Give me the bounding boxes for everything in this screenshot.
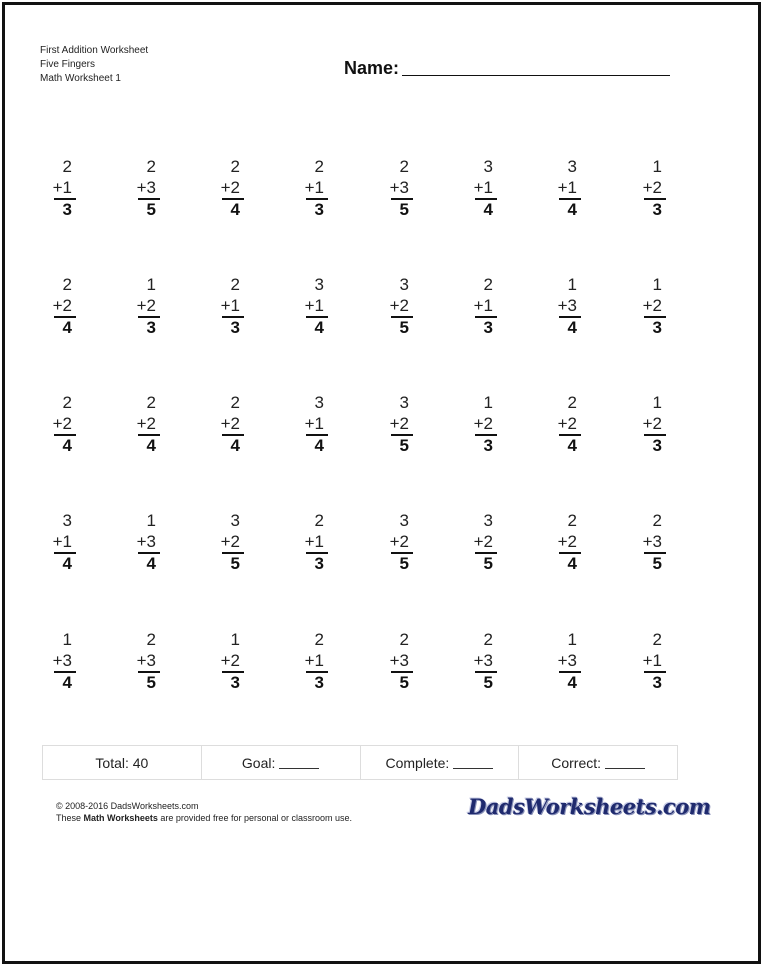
answer: 4 (62, 436, 72, 455)
addend-top: 3 (62, 511, 72, 530)
answer: 4 (567, 554, 577, 573)
answer: 5 (399, 436, 409, 455)
addend-bottom: +3 (389, 651, 409, 670)
addend-top: 3 (314, 275, 324, 294)
stat-total (43, 746, 202, 779)
usage-prefix: These (56, 813, 82, 823)
addend-bottom: +1 (304, 532, 324, 551)
answer: 4 (314, 436, 324, 455)
answer: 4 (567, 200, 577, 219)
answer: 4 (483, 200, 493, 219)
addend-top: 2 (146, 157, 156, 176)
addend-top: 2 (652, 511, 662, 530)
answer: 4 (62, 673, 72, 692)
answer: 5 (146, 200, 156, 219)
addend-bottom: +3 (557, 296, 577, 315)
answer: 4 (146, 436, 156, 455)
footer (56, 800, 352, 824)
goal-blank[interactable] (279, 756, 319, 769)
answer: 3 (652, 200, 662, 219)
addend-top: 3 (399, 275, 409, 294)
addend-bottom: +2 (473, 414, 493, 433)
answer: 5 (399, 554, 409, 573)
addend-bottom: +2 (389, 532, 409, 551)
usage-suffix: are provided free for personal or classroom use. (160, 813, 352, 823)
addend-top: 3 (230, 511, 240, 530)
addend-bottom: +1 (557, 178, 577, 197)
addend-bottom: +2 (220, 651, 240, 670)
addend-bottom: +2 (220, 178, 240, 197)
answer: 3 (230, 318, 240, 337)
addend-top: 3 (567, 157, 577, 176)
addend-bottom: +3 (389, 178, 409, 197)
usage-link[interactable]: Math Worksheets (83, 813, 158, 823)
answer: 4 (62, 554, 72, 573)
addend-top: 1 (146, 511, 156, 530)
addend-bottom: +2 (220, 414, 240, 433)
answer: 3 (652, 318, 662, 337)
addend-bottom: +2 (52, 414, 72, 433)
addend-bottom: +2 (389, 296, 409, 315)
addend-top: 3 (314, 393, 324, 412)
addend-top: 2 (62, 393, 72, 412)
worksheet-title: First Addition Worksheet (40, 45, 149, 56)
addend-top: 1 (652, 393, 662, 412)
addend-top: 2 (314, 511, 324, 530)
addend-top: 3 (399, 511, 409, 530)
answer: 3 (230, 673, 240, 692)
addend-bottom: +2 (557, 414, 577, 433)
addend-bottom: +3 (642, 532, 662, 551)
answer: 3 (62, 200, 72, 219)
addend-bottom: +2 (389, 414, 409, 433)
addend-top: 2 (230, 393, 240, 412)
answer: 3 (146, 318, 156, 337)
addend-top: 2 (567, 511, 577, 530)
answer: 5 (652, 554, 662, 573)
addend-top: 2 (230, 157, 240, 176)
addend-top: 2 (399, 630, 409, 649)
addend-top: 2 (399, 157, 409, 176)
answer: 5 (483, 554, 493, 573)
addend-top: 2 (314, 630, 324, 649)
addend-bottom: +1 (52, 532, 72, 551)
addend-top: 2 (483, 630, 493, 649)
answer: 5 (399, 200, 409, 219)
answer: 4 (567, 318, 577, 337)
answer: 4 (567, 436, 577, 455)
answer: 3 (652, 673, 662, 692)
addend-bottom: +1 (304, 178, 324, 197)
answer: 5 (399, 318, 409, 337)
answer: 3 (314, 200, 324, 219)
addend-top: 1 (483, 393, 493, 412)
addend-top: 1 (146, 275, 156, 294)
addend-bottom: +1 (304, 414, 324, 433)
correct-blank[interactable] (605, 756, 645, 769)
worksheet-subtitle: Five Fingers (40, 59, 96, 70)
addend-bottom: +2 (136, 296, 156, 315)
worksheet-number: Math Worksheet 1 (40, 73, 121, 84)
correct-label: Correct: (551, 754, 602, 771)
answer: 5 (146, 673, 156, 692)
score-bar (42, 745, 678, 780)
addend-bottom: +2 (642, 296, 662, 315)
addend-top: 3 (483, 511, 493, 530)
addend-top: 2 (483, 275, 493, 294)
addend-bottom: +1 (473, 296, 493, 315)
addend-top: 2 (62, 275, 72, 294)
addend-top: 1 (230, 630, 240, 649)
addend-bottom: +2 (136, 414, 156, 433)
addend-bottom: +3 (557, 651, 577, 670)
addend-bottom: +1 (304, 296, 324, 315)
addend-bottom: +1 (473, 178, 493, 197)
answer: 4 (567, 673, 577, 692)
complete-blank[interactable] (453, 756, 493, 769)
addend-bottom: +3 (136, 532, 156, 551)
addend-top: 3 (399, 393, 409, 412)
total-label: Total: 40 (95, 754, 149, 771)
answer: 5 (399, 673, 409, 692)
addend-top: 1 (652, 275, 662, 294)
addend-top: 1 (567, 630, 577, 649)
addend-top: 2 (62, 157, 72, 176)
addend-bottom: +3 (52, 651, 72, 670)
addend-top: 2 (146, 393, 156, 412)
answer: 4 (62, 318, 72, 337)
stat-correct (519, 746, 677, 779)
addend-top: 1 (567, 275, 577, 294)
answer: 3 (483, 318, 493, 337)
addend-top: 1 (62, 630, 72, 649)
copyright-text: © 2008-2016 DadsWorksheets.com (56, 801, 199, 811)
answer: 3 (483, 436, 493, 455)
addend-bottom: +3 (473, 651, 493, 670)
name-label: Name: (344, 58, 400, 78)
answer: 4 (314, 318, 324, 337)
addend-bottom: +1 (52, 178, 72, 197)
complete-label: Complete: (385, 754, 450, 771)
stat-goal (202, 746, 361, 779)
addend-top: 1 (652, 157, 662, 176)
goal-label: Goal: (241, 754, 276, 771)
addend-bottom: +2 (473, 532, 493, 551)
answer: 3 (314, 554, 324, 573)
addend-bottom: +1 (642, 651, 662, 670)
addend-bottom: +2 (220, 532, 240, 551)
addend-top: 2 (146, 630, 156, 649)
addend-bottom: +2 (557, 532, 577, 551)
addend-bottom: +2 (52, 296, 72, 315)
addend-top: 2 (567, 393, 577, 412)
addend-bottom: +3 (136, 178, 156, 197)
addend-top: 2 (314, 157, 324, 176)
addend-bottom: +3 (136, 651, 156, 670)
dadsworksheets-logo[interactable]: DadsWorksheets.com (468, 794, 711, 819)
answer: 4 (230, 200, 240, 219)
usage-note (56, 812, 352, 824)
addend-top: 2 (230, 275, 240, 294)
addend-bottom: +1 (304, 651, 324, 670)
addend-bottom: +2 (642, 178, 662, 197)
answer: 3 (652, 436, 662, 455)
answer: 5 (483, 673, 493, 692)
stat-complete (361, 746, 520, 779)
answer: 3 (314, 673, 324, 692)
addend-top: 2 (652, 630, 662, 649)
addend-top: 3 (483, 157, 493, 176)
answer: 4 (230, 436, 240, 455)
answer: 5 (230, 554, 240, 573)
addend-bottom: +2 (642, 414, 662, 433)
answer: 4 (146, 554, 156, 573)
addend-bottom: +1 (220, 296, 240, 315)
